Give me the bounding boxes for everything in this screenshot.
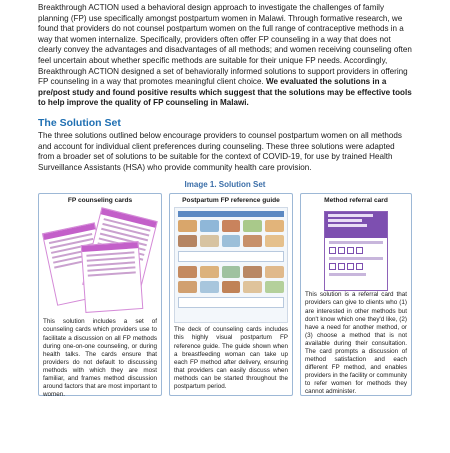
card-method-referral-card xyxy=(300,193,412,396)
reference-guide-image xyxy=(174,207,288,323)
intro-text: Breakthrough ACTION used a behavioral design approach to investigate the challenges of family planning (FP) use specifically amongst postpartum women in Malawi. Through formative research, we found that providers do not counsel postpartum women on the full range of contraceptive methods in a way that women internalize. Specifically, providers often offer FP counseling in a way that does not clearly convey the advantages and disadvantages of all methods; and women receiving counseling often feel uncertain about whether specific methods are suitable for their unique FP needs. Accordingly, Breakthrough ACTION designed a set of behaviorally informed solutions to support providers in offering FP counseling in a way that promotes meaningful client choice. xyxy=(38,3,412,87)
card-postpartum-reference-guide xyxy=(169,193,293,396)
intro-paragraph xyxy=(38,3,412,109)
referral-card-image xyxy=(324,211,388,291)
intro-bold-text: We evaluated the solutions in a pre/post study and found positive results which suggest that the solutions may be effective tools to help improve the quality of FP counseling in Malawi. xyxy=(38,77,412,108)
figure-title: Image 1. Solution Set xyxy=(184,180,266,190)
document-page xyxy=(0,3,450,453)
section-heading: The Solution Set xyxy=(38,116,121,129)
solution-cards xyxy=(38,193,412,399)
card-fp-counseling-cards xyxy=(38,193,162,399)
counseling-cards-image xyxy=(43,207,157,315)
card-title: Method referral card xyxy=(324,197,388,205)
card-description: The deck of counseling cards includes this highly visual postpartum FP reference guide. The guide shown when a breastfeeding woman can take up each FP method after delivery, ensuring that providers can easily discuss when methods can be started throughout the postpartum period. xyxy=(174,326,288,390)
section-body: The three solutions outlined below encourage providers to counsel postpartum women on all methods and account for individual client preferences during counseling. These three solutions were adapted from a broader set of solutions to be suitable for the context of COVID-19, for use by trained Health Surveillance Assistants (HSA) who provide community health care provision. xyxy=(38,130,402,172)
card-description: This solution includes a set of counseling cards which providers use to facilitate a discussion on all FP methods during one-on-one counseling, or during health talks. The cards ensure that providers do not default to discussing methods with which they are most familiar, and frames method discussion around factors that are most important to women. xyxy=(43,318,157,399)
card-title: FP counseling cards xyxy=(67,197,133,205)
card-description: This solution is a referral card that providers can give to clients who (1) are interested in other methods but don't know which one they'd like, (2) have a need for another method, or (3) choose a method that is not available during their consultation. The card prompts a discussion of method satisfaction and each different FP method, and enables providers in the facility or community to refer women for methods they cannot administer. xyxy=(305,291,407,396)
card-title: Postpartum FP reference guide xyxy=(182,197,280,205)
